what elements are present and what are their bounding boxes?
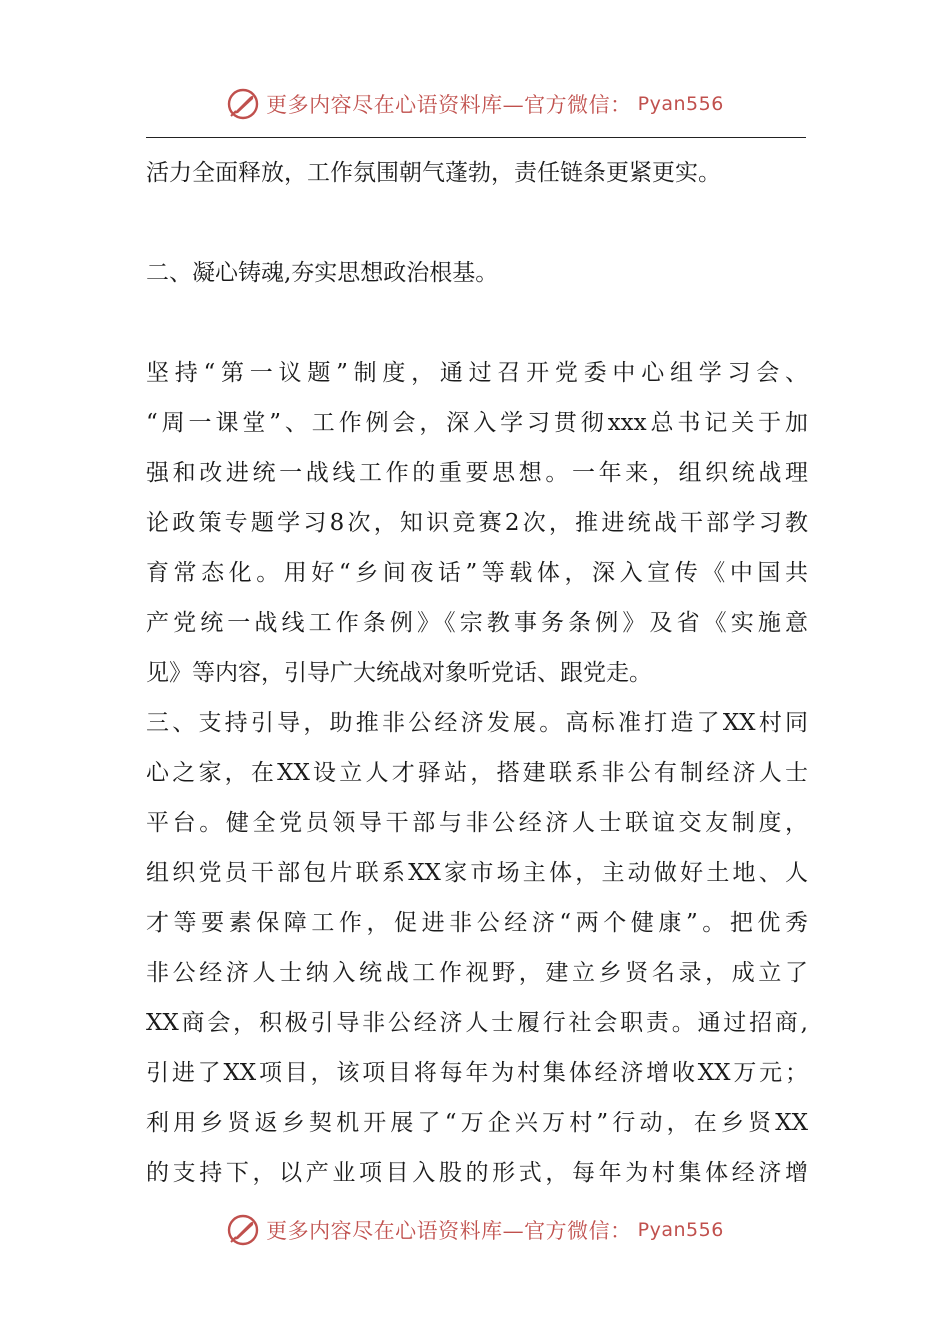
text-line: 活力全面释放，工作氛围朝气蓬勃，责任链条更紧更实。 [146, 160, 721, 186]
quill-logo-icon [226, 1213, 260, 1247]
text-line: 见》等内容，引导广大统战对象听党话、跟党走。 [146, 660, 652, 686]
text-line: 二、凝心铸魂,夯实思想政治根基。 [146, 260, 499, 286]
text-line: 非公经济人士纳入统战工作视野，建立乡贤名录，成立了 [146, 960, 808, 986]
quill-logo-icon [226, 87, 260, 121]
footer-watermark [0, 1210, 950, 1250]
text-line: 三、支持引导，助推非公经济发展。高标准打造了XX村同 [146, 710, 808, 736]
text-line: 强和改进统一战线工作的重要思想。一年来，组织统战理 [146, 460, 808, 486]
text-line: 论政策专题学习8次，知识竞赛2次，推进统战干部学习教 [146, 510, 808, 536]
text-line: 引进了XX项目，该项目将每年为村集体经济增收XX万元； [146, 1060, 808, 1086]
watermark-contact: Pyan556 [637, 1219, 724, 1241]
text-line: 坚持“第一议题”制度，通过召开党委中心组学习会、 [146, 360, 808, 386]
section-heading [146, 248, 808, 298]
text-line: 才等要素保障工作，促进非公经济“两个健康”。把优秀 [146, 910, 808, 936]
header-watermark [0, 84, 950, 124]
text-line: XX商会，积极引导非公经济人士履行社会职责。通过招商, [146, 1010, 808, 1036]
text-line: 平台。健全党员领导干部与非公经济人士联谊交友制度， [146, 810, 808, 836]
watermark-contact: Pyan556 [637, 93, 724, 115]
paragraph [146, 698, 808, 1198]
text-line: 组织党员干部包片联系XX家市场主体，主动做好土地、人 [146, 860, 808, 886]
paragraph [146, 348, 808, 698]
watermark-text: 更多内容尽在心语资料库—官方微信： [266, 1219, 632, 1243]
header-divider [146, 137, 806, 138]
text-line: 利用乡贤返乡契机开展了“万企兴万村”行动，在乡贤XX [146, 1110, 808, 1136]
text-line: 产党统一战线工作条例》《宗教事务条例》及省《实施意 [146, 610, 808, 636]
text-line: 的支持下，以产业项目入股的形式，每年为村集体经济增 [146, 1160, 808, 1186]
text-line: “周一课堂”、工作例会，深入学习贯彻xxx总书记关于加 [146, 410, 808, 436]
text-line: 心之家，在XX设立人才驿站，搭建联系非公有制经济人士 [146, 760, 808, 786]
paragraph [146, 148, 808, 198]
document-body [146, 148, 808, 1198]
watermark-text: 更多内容尽在心语资料库—官方微信： [266, 93, 632, 117]
text-line: 育常态化。用好“乡间夜话”等载体，深入宣传《中国共 [146, 560, 808, 586]
